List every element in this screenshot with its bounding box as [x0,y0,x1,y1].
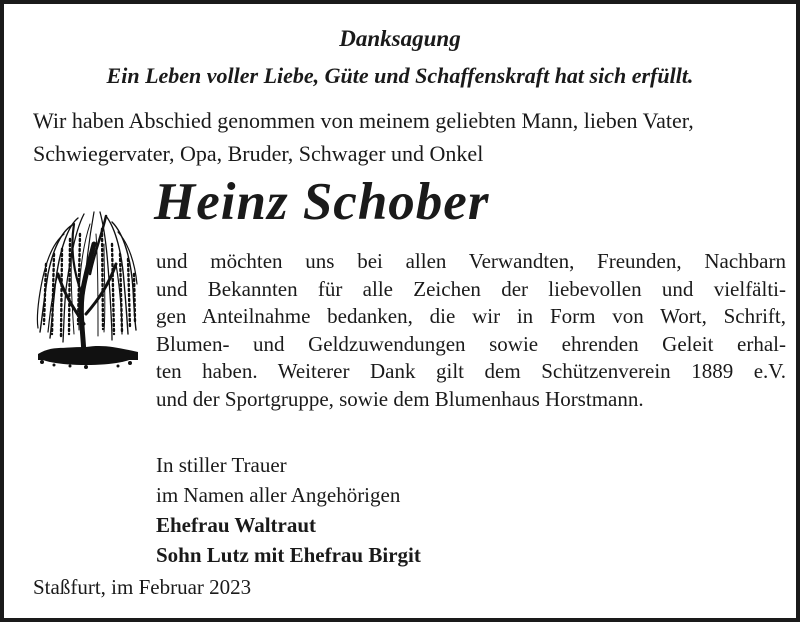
signature-family: Ehefrau Waltraut [156,513,317,537]
body-line: und Bekannten für alle Zeichen der liebevollen und vielfälti- [156,276,786,301]
weeping-willow-tree-icon [34,204,140,372]
body-line: und möchten uns bei allen Verwandten, Freunden, Nachbarn [156,249,786,273]
signature-line: In stiller Trauer [156,453,287,477]
body-text [156,248,786,413]
body-line: gen Anteilnahme bedanken, die wir in Form von Wort, Schrift, [156,304,786,328]
signature-line: im Namen aller Angehörigen [156,483,401,507]
place-date: Staßfurt, im Februar 2023 [33,575,252,599]
intro-line: Wir haben Abschied genommen von meinem geliebten Mann, lieben Vater, [33,108,694,133]
deceased-name: Heinz Schober [154,173,490,231]
signature-family: Sohn Lutz mit Ehefrau Birgit [156,543,421,567]
body-line: Blumen- und Geldzuwendungen sowie ehrenden Geleit erhal- [156,331,786,356]
body-line: und der Sportgruppe, sowie dem Blumenhaus Horstmann. [156,386,644,411]
body-line: ten haben. Weiterer Dank gilt dem Schützenverein 1889 e.V. [156,359,786,383]
signature-block [156,450,421,570]
intro-text [33,104,793,170]
intro-line: Schwiegervater, Opa, Bruder, Schwager und Onkel [33,141,484,166]
notice-subheading: Ein Leben voller Liebe, Güte und Schaffenskraft hat sich erfüllt. [106,63,694,88]
notice-heading: Danksagung [339,26,461,51]
